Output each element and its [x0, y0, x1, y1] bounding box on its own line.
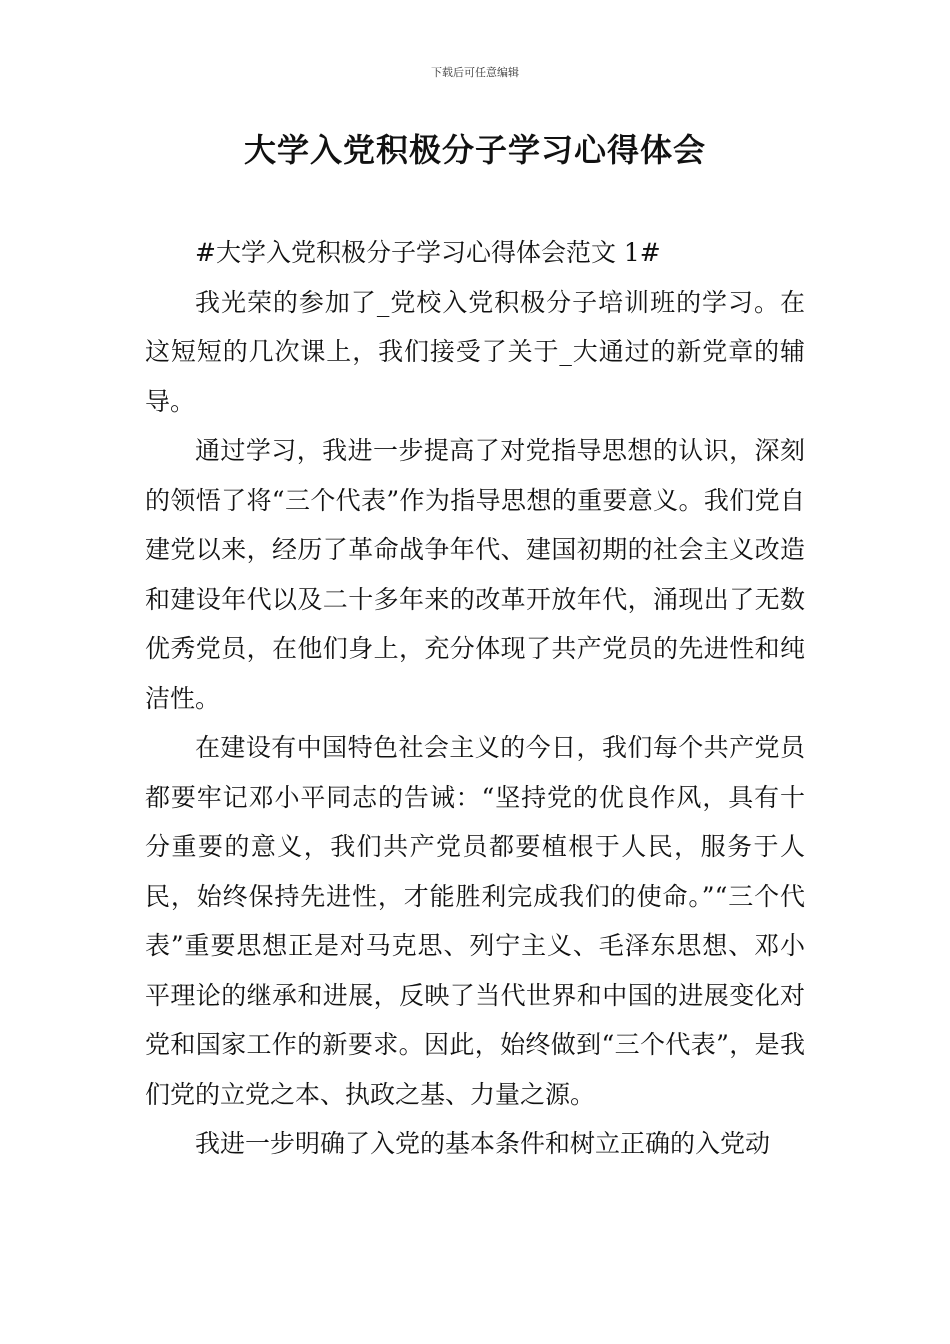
paragraph: 我进一步明确了入党的基本条件和树立正确的入党动 [195, 1129, 771, 1158]
paragraph: 我光荣的参加了_党校入党积极分子培训班的学习。在这短短的几次课上，我们接受了关于_大通过的新党章的辅导。 [145, 287, 805, 416]
paragraph-heading: #大学入党积极分子学习心得体会范文 1# [195, 238, 661, 267]
paragraph: 通过学习，我进一步提高了对党指导思想的认识，深刻的领悟了将“三个代表”作为指导思想的重要意义。我们党自建党以来，经历了革命战争年代、建国初期的社会主义改造和建设年代以及二十多年来的改革开放年代，涌现出了无数优秀党员，在他们身上，充分体现了共产党员的先进性和纯洁性。 [145, 436, 805, 713]
document-body [145, 228, 805, 1169]
document-title: 大学入党积极分子学习心得体会 [243, 131, 706, 169]
paragraph: 在建设有中国特色社会主义的今日，我们每个共产党员都要牢记邓小平同志的告诫：“坚持党的优良作风，具有十分重要的意义，我们共产党员都要植根于人民，服务于人民，始终保持先进性，才能胜利完成我们的使命。”“三个代表”重要思想正是对马克思、列宁主义、毛泽东思想、邓小平理论的继承和进展，反映了当代世界和中国的进展变化对党和国家工作的新要求。因此，始终做到“三个代表”，是我们党的立党之本、执政之基、力量之源。 [145, 733, 805, 1109]
header-note: 下载后可任意编辑 [431, 66, 519, 79]
